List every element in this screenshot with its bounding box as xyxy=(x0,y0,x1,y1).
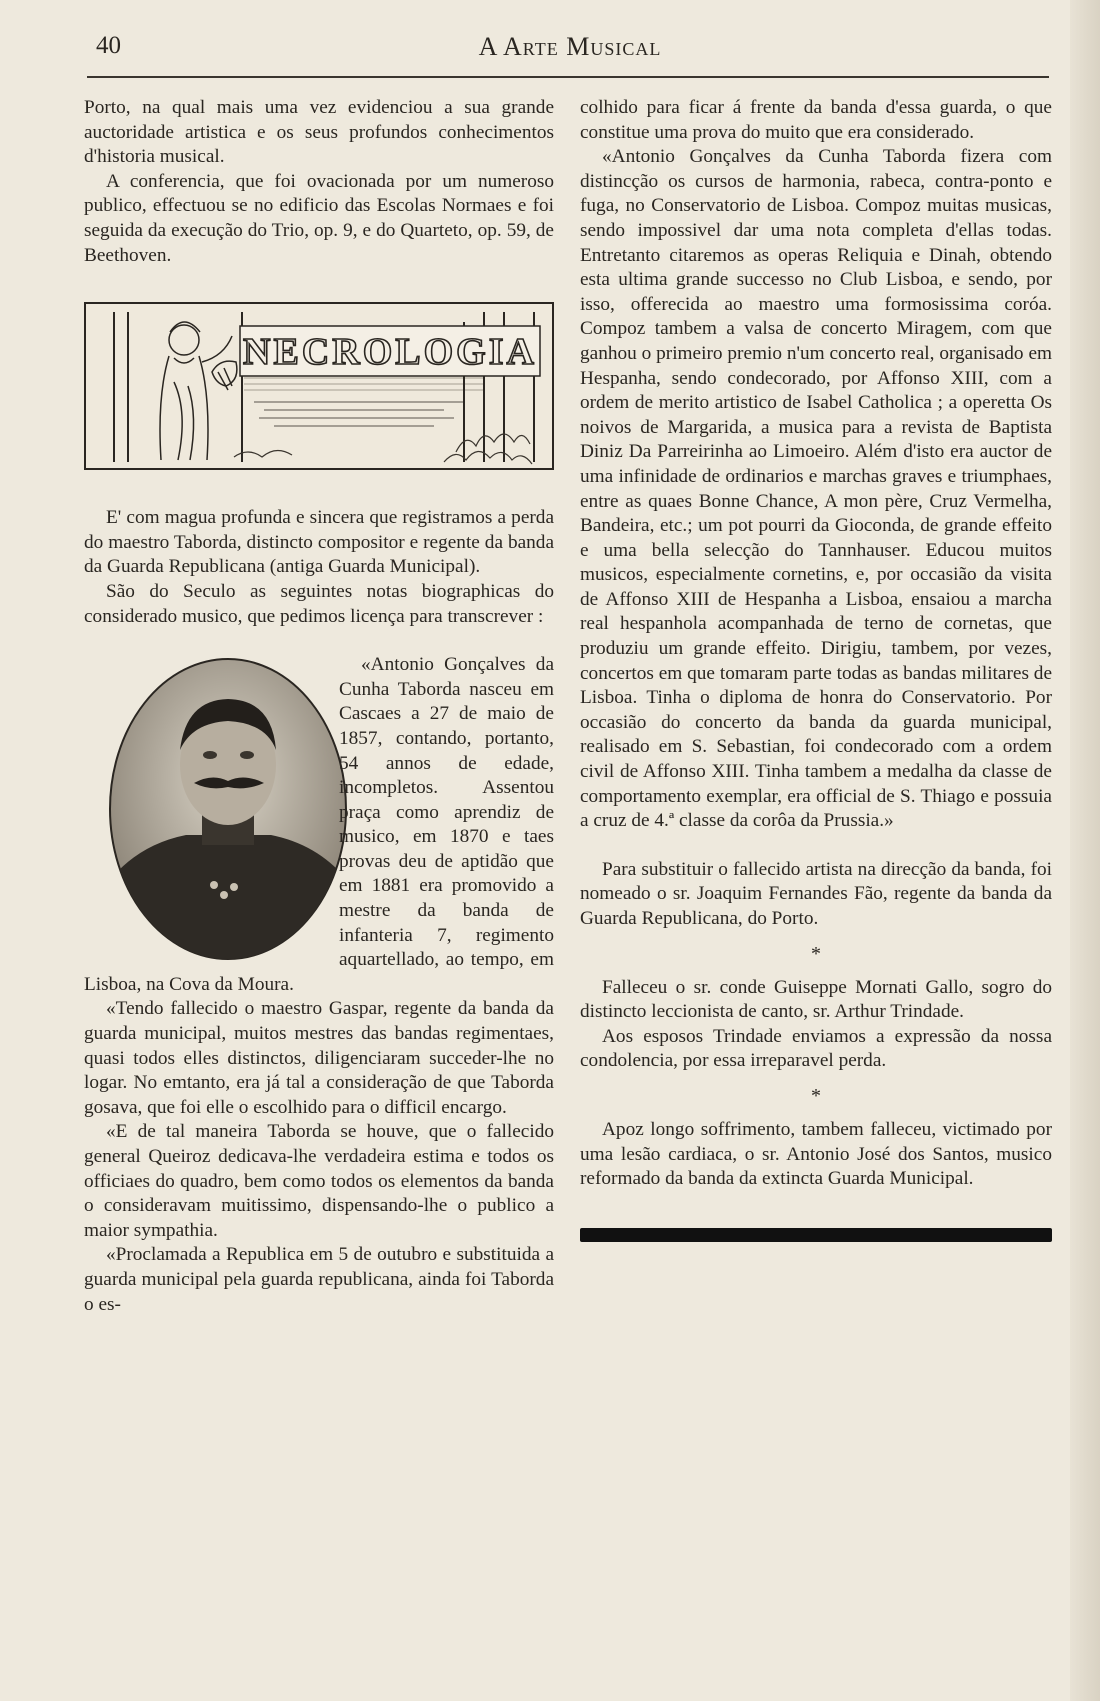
paragraph xyxy=(84,653,554,997)
paragraph: Falleceu o sr. conde Guiseppe Mornati Gallo, sogro do distincto leccionista de canto, sr. Arthur Trindade. xyxy=(580,976,1052,1023)
paragraph: Para substituir o fallecido artista na direcção da banda, foi nomeado o sr. Joaquim Fernandes Fão, regente da banda da Guarda Republicana, do Porto. xyxy=(580,858,1052,929)
page-edge xyxy=(1070,0,1100,1701)
paragraph: «Tendo fallecido o maestro Gaspar, regente da banda da guarda municipal, muitos mestres das bandas regimentaes, quasi todos elles distinctos, diligenciaram succeder-lhe no logar. No emtanto, era já tal a consideração de que Taborda gosava, que foi elle o escolhido para o difficil encargo. xyxy=(84,998,554,1118)
page-header xyxy=(90,28,1050,68)
banner-title: NECROLOGIA xyxy=(243,331,537,374)
paragraph: A conferencia, que foi ovacionada por um numeroso publico, effectuou se no edificio das Escolas Normaes e foi seguida da execução do Trio, op. 9, e do Quarteto, op. 59, de Beethoven. xyxy=(84,170,554,266)
end-rule xyxy=(580,1228,1052,1242)
paragraph: «Antonio Gonçalves da Cunha Taborda fizera com distincção os cursos de harmonia, rabeca, contra-ponto e fuga, no Conservatorio de Lisboa. Compoz muitas musicas, sendo impossivel dar uma nota completa d'ellas todas. Entretanto citaremos as operas Reliquia e Dinah, obtendo esta ultima grande successo no Club Lisboa, e sendo, por isso, offerecida ao maestro uma formosissima coróa. Compoz tambem a valsa de concerto Miragem, com que ganhou o primeiro premio n'um concerto real, organisado em Hespanha, sendo condecorado, por Affonso XIII, com a ordem de merito artistico de Isabel Catholica ; a operetta Os noivos de Margarida, a musica para a revista de Baptista Diniz Da Parreirinha ao Limoeiro. Além d'isto era auctor de uma infinidade de ordinarios e marchas graves e triumphaes, entre as quaes Bonne Chance, A mon père, Cruz Vermelha, Bandeira, etc.; um pot pourri da Gioconda, de grande effeito e uma bella selecção do Tannhauser. Educou muitos musicos, especialmente cornetins, e, por occasião da visita de Affonso XIII de Hespanha a Lisboa, ensaiou a marcha real hespanhola acompanhada de terno de cornetas, que produziu um grande effeito. Dirigiu, tambem, por vezes, concertos em que tomaram parte todas as bandas militares de Lisboa. Tinha o diploma de honra do Conservatorio. Por occasião do concerto da banda da guarda municipal, realisado em S. Sebastian, foi condecorado com a ordem civil de Affonso XIII. Tinha tambem a medalha da classe de comportamento exemplar, era official de S. Thiago e possuia a cruz de 4.ª classe da corôa da Prussia.» xyxy=(580,146,1052,832)
page-number: 40 xyxy=(96,32,121,59)
paragraph: E' com magua profunda e sincera que registramos a perda do maestro Taborda, distincto compositor e regente da banda da Guarda Republicana (antiga Guarda Municipal). xyxy=(84,507,554,578)
paragraph: Aos esposos Trindade enviamos a expressão da nossa condolencia, por essa irreparavel perda. xyxy=(580,1025,1052,1072)
paragraph: Porto, na qual mais uma vez evidenciou a sua grande auctoridade artistica e os seus profundos conhecimentos d'historia musical. xyxy=(84,97,554,168)
paragraph: «Proclamada a Republica em 5 de outubro e substituida a guarda municipal pela guarda republicana, ainda foi Taborda o es- xyxy=(84,1244,554,1315)
portrait-image xyxy=(84,655,329,965)
paragraph: colhido para ficar á frente da banda d'essa guarda, o que constitue uma prova do muito que era considerado. xyxy=(580,97,1052,143)
paragraph: Apoz longo soffrimento, tambem falleceu, victimado por uma lesão cardiaca, o sr. Antonio José dos Santos, musico reformado da banda da extincta Guarda Municipal. xyxy=(580,1118,1052,1190)
section-separator: * xyxy=(811,1084,821,1107)
necrologia-illustration xyxy=(84,302,554,470)
running-title: A Arte Musical xyxy=(478,32,662,61)
section-separator: * xyxy=(811,942,821,965)
paragraph: «E de tal maneira Taborda se houve, que o fallecido general Queiroz dedicava-lhe verdadeira estima e todos os officiaes do quadro, bem como todos os elementos da banda o consideravam muitissimo, dispensando-lhe o publico a maior sympathia. xyxy=(84,1121,554,1241)
taborda-portrait xyxy=(106,655,351,965)
right-column xyxy=(580,96,1052,1242)
left-column xyxy=(84,96,554,1317)
necrologia-banner xyxy=(84,302,554,470)
paragraph-text: «Antonio Gonçalves da Cunha Taborda nasceu em Cascaes a 27 de maio de 1857, contando, portanto, 54 annos de edade, incompletos. Assentou praça como aprendiz de musico, em 1870 e taes provas deu de aptidão que em 1881 era promovido a mestre da banda de infanteria 7, regimento aquartellado, ao tempo, em Lisboa, na Cova da Moura. xyxy=(84,654,554,995)
header-rule xyxy=(87,76,1049,78)
paragraph: São do Seculo as seguintes notas biographicas do considerado musico, que pedimos licença para transcrever : xyxy=(84,580,554,627)
